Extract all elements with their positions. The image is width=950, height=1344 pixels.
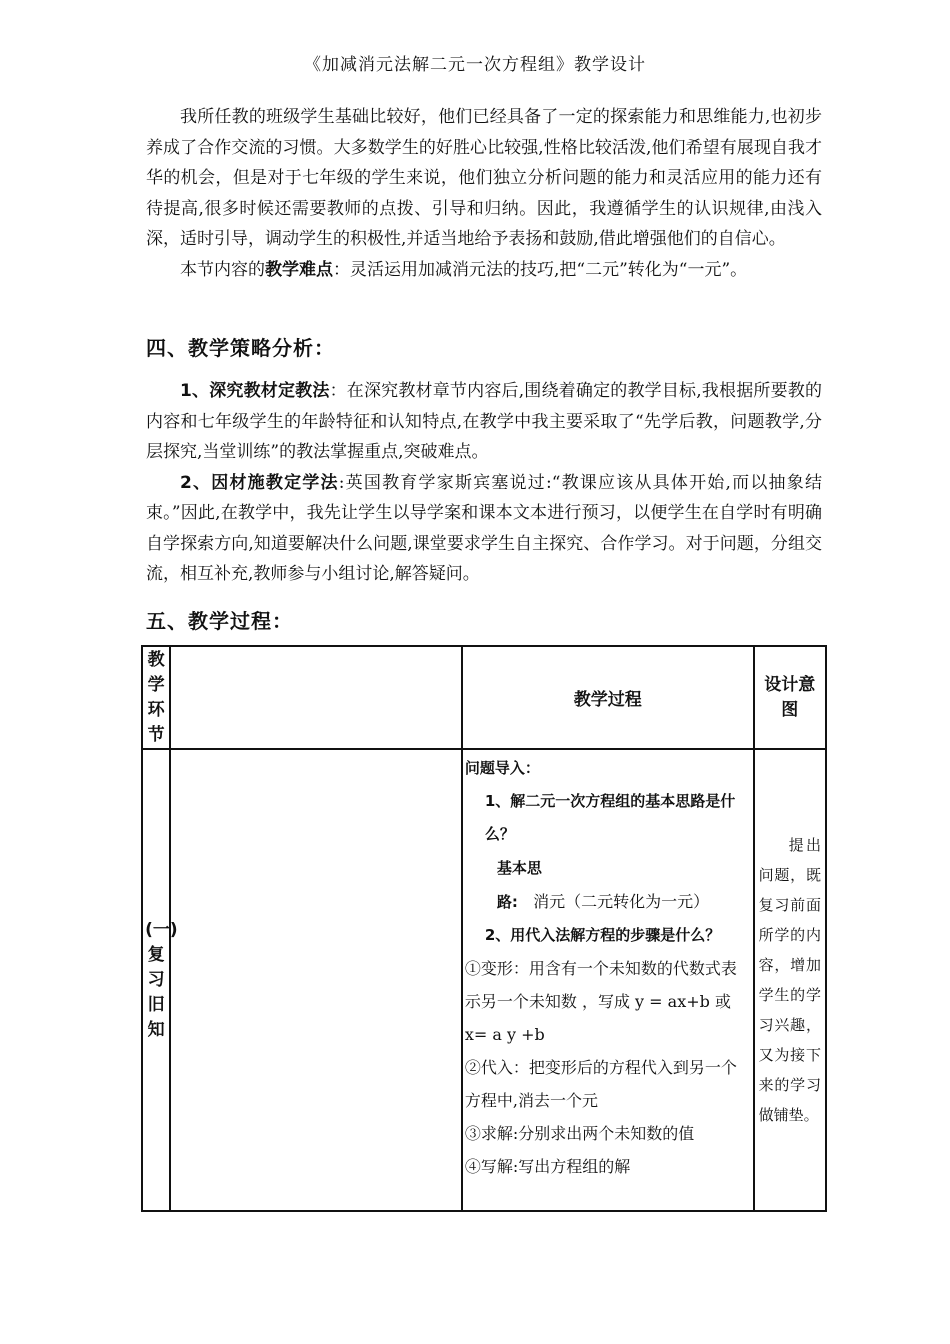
strategy-item-1-label: 1、深究教材定教法 bbox=[180, 381, 330, 401]
strategy-item-2-label: 2、因材施教定学法 bbox=[180, 472, 339, 493]
question-2: 2、用代入法解方程的步骤是什么？ bbox=[484, 926, 721, 944]
header-intent: 设计意图 bbox=[764, 674, 816, 720]
strategy-item-2-text: :英国教育学家斯宾塞说过:“教课应该从具体开始,而以抽象结束。”因此,在教学中，我先让学生以导学案和课本文本进行预习，以便学生在自学时有明确自学探索方向,知道要解决什么问题,课堂要求学生自主探究、合作学习。对于问题，分组交流，相互补充,教师参与小组讨论,解答疑问。 bbox=[146, 472, 822, 584]
document-title: 《加减消元法解二元一次方程组》教学设计 bbox=[304, 55, 646, 75]
strategy-item-1 bbox=[146, 376, 822, 468]
intro-section bbox=[146, 102, 822, 285]
step-1: ①变形：用含有一个未知数的代数式表示另一个未知数 ，写成 y = ax+b 或 x= a y +b bbox=[464, 959, 737, 1044]
idea-line bbox=[465, 851, 749, 919]
teaching-process-table bbox=[141, 645, 827, 1212]
table-row bbox=[142, 749, 826, 1211]
header-stage: 教学环节 bbox=[147, 649, 165, 745]
step-3: ③求解:分别求出两个未知数的值 bbox=[464, 1124, 695, 1143]
difficulty-text: ：灵活运用加减消元法的技巧,把“二元”转化为“一元”。 bbox=[333, 259, 748, 280]
idea-label: 基本思路: bbox=[496, 859, 542, 911]
question-1: 1、解二元一次方程组的基本思路是什么？ bbox=[484, 792, 736, 843]
table-header-row bbox=[142, 646, 826, 749]
stage-cell bbox=[142, 749, 178, 1211]
strategy-item-1-text: ：在深究教材章节内容后,围绕着确定的教学目标,我根据所要教的内容和七年级学生的年龄特征和认知特点,在教学中我主要采取了“先学后教，问题教学,分层探究,当堂训练”的教法掌握重点,突破难点。 bbox=[146, 381, 822, 462]
idea-text: 消元（二元转化为一元） bbox=[533, 892, 710, 911]
header-process: 教学过程 bbox=[462, 646, 754, 749]
intent-cell bbox=[754, 749, 826, 1211]
header-stage-cell bbox=[142, 646, 170, 749]
process-cell bbox=[462, 749, 754, 1211]
step-4: ④写解:写出方程组的解 bbox=[464, 1157, 631, 1176]
difficulty-prefix: 本节内容的 bbox=[180, 259, 265, 280]
intro-paragraph: 我所任教的班级学生基础比较好，他们已经具备了一定的探索能力和思维能力,也初步养成了合作交流的习惯。大多数学生的好胜心比较强,性格比较活泼,他们希望有展现自我才华的机会，但是对于七年级的学生来说，他们独立分析问题的能力和灵活应用的能力还有待提高,很多时候还需要教师的点拨、引导和归纳。因此，我遵循学生的认识规律,由浅入深，适时引导，调动学生的积极性,并适当地给予表扬和鼓励,借此增强他们的自信心。 bbox=[146, 107, 822, 249]
section4-heading: 四、教学策略分析： bbox=[146, 336, 335, 360]
strategy-item-2 bbox=[146, 468, 822, 590]
step-2: ②代入：把变形后的方程代入到另一个方程中,消去一个元 bbox=[464, 1058, 737, 1110]
empty-cell bbox=[170, 749, 462, 1211]
intent-text: 提出问题，既复习前面所学的内容，增加学生的学习兴趣，又为接下来的学习做铺垫。 bbox=[758, 836, 821, 1124]
difficulty-label: 教学难点 bbox=[265, 259, 333, 280]
header-intent-cell bbox=[754, 646, 826, 749]
section5-heading: 五、教学过程： bbox=[146, 609, 293, 633]
stage-review: (一)复习旧知 bbox=[145, 919, 178, 1040]
difficulty-paragraph bbox=[146, 255, 822, 286]
header-empty-cell bbox=[170, 646, 462, 749]
intro-label: 问题导入： bbox=[464, 759, 540, 777]
strategy-section bbox=[146, 376, 822, 590]
